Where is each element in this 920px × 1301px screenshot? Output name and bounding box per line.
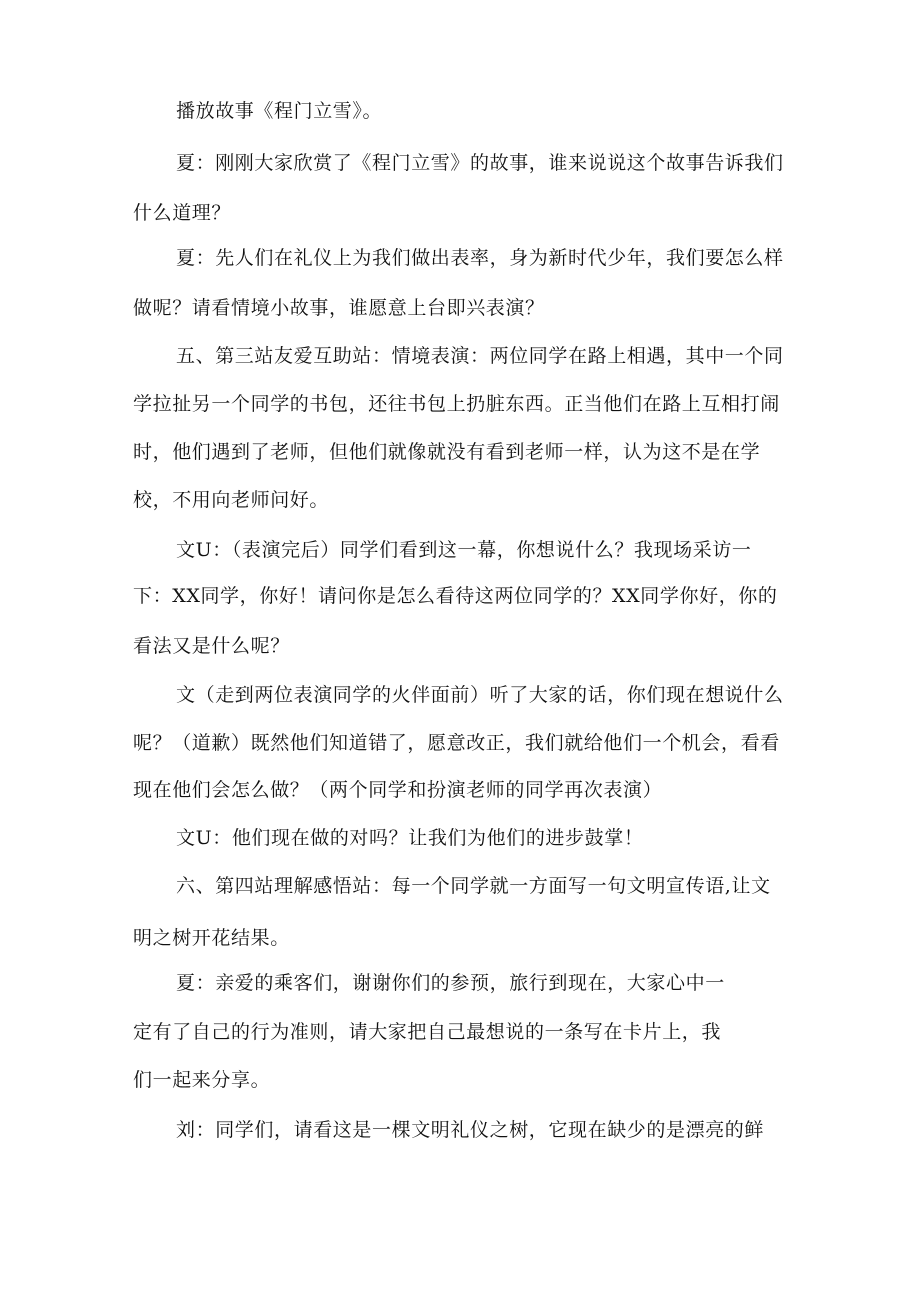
text-line: 现在他们会怎么做？（两个同学和扮演老师的同学再次表演） bbox=[133, 779, 663, 801]
text-line: 明之树开花结果。 bbox=[133, 927, 290, 949]
text-line: 下：XX同学，你好！请问你是怎么看待这两位同学的？XX同学你好，你的 bbox=[133, 585, 778, 607]
text-line: 文U：（表演完后）同学们看到这一幕，你想说什么？我现场采访一 bbox=[176, 539, 752, 561]
text-line: 们一起来分享。 bbox=[133, 1069, 271, 1091]
text-line: 夏：先人们在礼仪上为我们做出表率，身为新时代少年，我们要怎么样 bbox=[176, 247, 784, 269]
text-line: 什么道理？ bbox=[133, 202, 232, 224]
text-line: 文（走到两位表演同学的火伴面前）听了大家的话，你们现在想说什么 bbox=[176, 684, 784, 706]
text-line: 看法又是什么呢？ bbox=[133, 635, 290, 657]
text-line: 学拉扯另一个同学的书包，还往书包上扔脏东西。正当他们在路上互相打闹 bbox=[133, 393, 780, 415]
text-line: 呢？（道歉）既然他们知道错了，愿意改正，我们就给他们一个机会，看看 bbox=[133, 732, 780, 754]
text-line: 做呢？请看情境小故事，谁愿意上台即兴表演？ bbox=[133, 297, 545, 319]
text-line: 夏：亲爱的乘客们，谢谢你们的参预，旅行到现在，大家心中一 bbox=[176, 972, 725, 994]
text-line: 夏：刚刚大家欣赏了《程门立雪》的故事，谁来说说这个故事告诉我们 bbox=[176, 152, 784, 174]
text-line: 定有了自己的行为准则，请大家把自己最想说的一条写在卡片上，我 bbox=[133, 1021, 722, 1043]
text-line: 时，他们遇到了老师，但他们就像就没有看到老师一样，认为这不是在学 bbox=[133, 441, 761, 463]
text-line: 五、第三站友爱互助站：情境表演：两位同学在路上相遇，其中一个同 bbox=[176, 345, 784, 367]
text-line: 刘：同学们，请看这是一棵文明礼仪之树，它现在缺少的是漂亮的鲜 bbox=[176, 1119, 765, 1141]
text-line: 播放故事《程门立雪》。 bbox=[176, 100, 383, 122]
text-line: 校，不用向老师问好。 bbox=[133, 489, 330, 511]
text-line: 六、第四站理解感悟站：每一个同学就一方面写一句文明宣传语,让文 bbox=[176, 875, 771, 897]
text-line: 文U：他们现在做的对吗？让我们为他们的进步鼓掌！ bbox=[176, 827, 644, 849]
